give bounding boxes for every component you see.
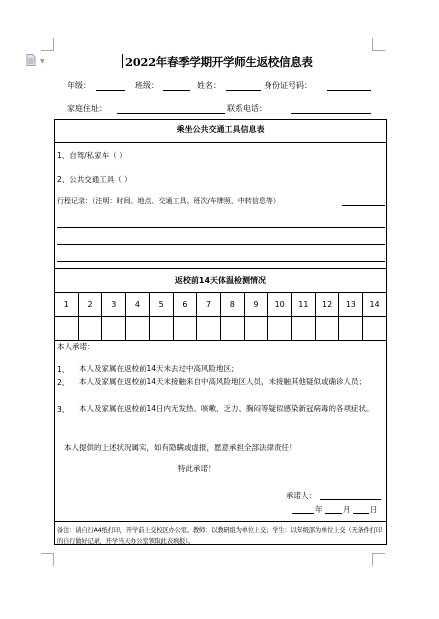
temperature-grid xyxy=(54,292,387,341)
promise-item-text: 本人及家属在返校前14天未去过中高风险地区； xyxy=(79,364,239,373)
day-label: 9 xyxy=(244,293,268,317)
temperature-cell[interactable] xyxy=(220,317,244,341)
day-label: 11 xyxy=(292,293,316,317)
divider xyxy=(54,142,387,143)
divider xyxy=(54,268,387,269)
text-cursor xyxy=(122,54,123,68)
promise-item-number: 3、 xyxy=(57,405,70,414)
chevron-down-icon[interactable]: ▼ xyxy=(40,58,45,65)
temperature-cell[interactable] xyxy=(126,317,150,341)
divider xyxy=(54,521,387,522)
day-field[interactable] xyxy=(353,513,369,514)
itinerary-line[interactable] xyxy=(57,261,385,262)
itinerary-line[interactable] xyxy=(342,205,385,206)
day-label: 8 xyxy=(220,293,244,317)
document-icon[interactable] xyxy=(26,54,36,66)
grade-label: 年级： xyxy=(67,81,91,90)
crop-mark-bottom-right xyxy=(372,553,385,566)
day-label: 6 xyxy=(173,293,197,317)
month-field[interactable] xyxy=(325,513,342,514)
name-field[interactable] xyxy=(226,90,261,91)
promise-item-number: 1、 xyxy=(57,365,70,374)
itinerary-label: 行程记录：（注明：时间、地点、交通工具、班次/车牌照、中转信息等） xyxy=(57,197,280,205)
health-section-title: 返校前14天体温检测情况 xyxy=(174,276,267,285)
day-label: 3 xyxy=(102,293,126,317)
day-label: 1 xyxy=(55,293,79,317)
temperature-cell[interactable] xyxy=(244,317,268,341)
option-private-car[interactable]: 1、自驾/私家车（ ） xyxy=(57,151,127,160)
crop-mark-top-left xyxy=(41,38,54,51)
temperature-cell[interactable] xyxy=(363,317,387,341)
temperature-cell[interactable] xyxy=(197,317,221,341)
id-number-field[interactable] xyxy=(327,90,371,91)
temperature-cell[interactable] xyxy=(268,317,292,341)
id-number-label: 身份证号码： xyxy=(264,81,312,90)
remarks-note: 备注：请自行A4纸打印，开学前上交校区办公室。教师：以教研组为单位上交；学生：以年级部为单位上交（无条件打印的自行做好记录，开学当天办公室领取此表填报）。 xyxy=(57,527,382,545)
year-field[interactable] xyxy=(292,513,314,514)
month-label: 月 xyxy=(343,505,351,514)
class-label: 班级： xyxy=(135,81,159,90)
promise-item-number: 2、 xyxy=(57,378,70,387)
day-label: 5 xyxy=(149,293,173,317)
hereby-promise: 特此承诺！ xyxy=(178,464,216,473)
day-label: 12 xyxy=(315,293,339,317)
day-label: 13 xyxy=(339,293,363,317)
year-label: 年 xyxy=(315,505,323,514)
itinerary-line[interactable] xyxy=(57,244,385,245)
crop-mark-bottom-left xyxy=(41,553,54,566)
day-label: 14 xyxy=(363,293,387,317)
day-label: 10 xyxy=(268,293,292,317)
promise-label: 本人承诺： xyxy=(57,342,95,351)
temperature-row xyxy=(55,317,387,341)
itinerary-line[interactable] xyxy=(57,227,385,228)
truth-statement: 本人提供的上述状况属实，如有隐瞒或虚报，愿意承担全部法律责任！ xyxy=(64,443,297,452)
transport-section-title: 乘坐公共交通工具信息表 xyxy=(176,125,265,134)
promise-item-text: 本人及家属在返校前14天未接触来自中高风险地区人员，未接触其他疑似或确诊人员； xyxy=(79,377,367,386)
page-title: 2022年春季学期开学师生返校信息表 xyxy=(125,55,313,69)
day-label: 7 xyxy=(197,293,221,317)
option-public-transport[interactable]: 2、公共交通工具（ ） xyxy=(57,175,132,184)
grade-field[interactable] xyxy=(96,90,125,91)
signer-label: 承诺人： xyxy=(286,491,316,500)
temperature-cell[interactable] xyxy=(55,317,79,341)
name-label: 姓名： xyxy=(197,81,221,90)
day-label: 4 xyxy=(126,293,150,317)
temperature-cell[interactable] xyxy=(78,317,102,341)
temperature-cell[interactable] xyxy=(315,317,339,341)
temperature-cell[interactable] xyxy=(149,317,173,341)
phone-field[interactable] xyxy=(291,113,371,114)
address-label: 家庭住址： xyxy=(67,104,107,113)
address-field[interactable] xyxy=(117,113,225,114)
signature-field[interactable] xyxy=(320,499,381,500)
day-label: 2 xyxy=(78,293,102,317)
day-label: 日 xyxy=(370,505,378,514)
temperature-cell[interactable] xyxy=(102,317,126,341)
temperature-cell[interactable] xyxy=(339,317,363,341)
class-field[interactable] xyxy=(163,90,190,91)
promise-item-text: 本人及家属在返校前14日内无发热、咳嗽、乏力、胸闷等疑似感染新冠病毒的各项症状。 xyxy=(79,404,374,413)
phone-label: 联系电话： xyxy=(227,104,267,113)
temperature-cell[interactable] xyxy=(292,317,316,341)
crop-mark-top-right xyxy=(372,38,385,51)
day-number-row xyxy=(55,293,387,317)
temperature-cell[interactable] xyxy=(173,317,197,341)
